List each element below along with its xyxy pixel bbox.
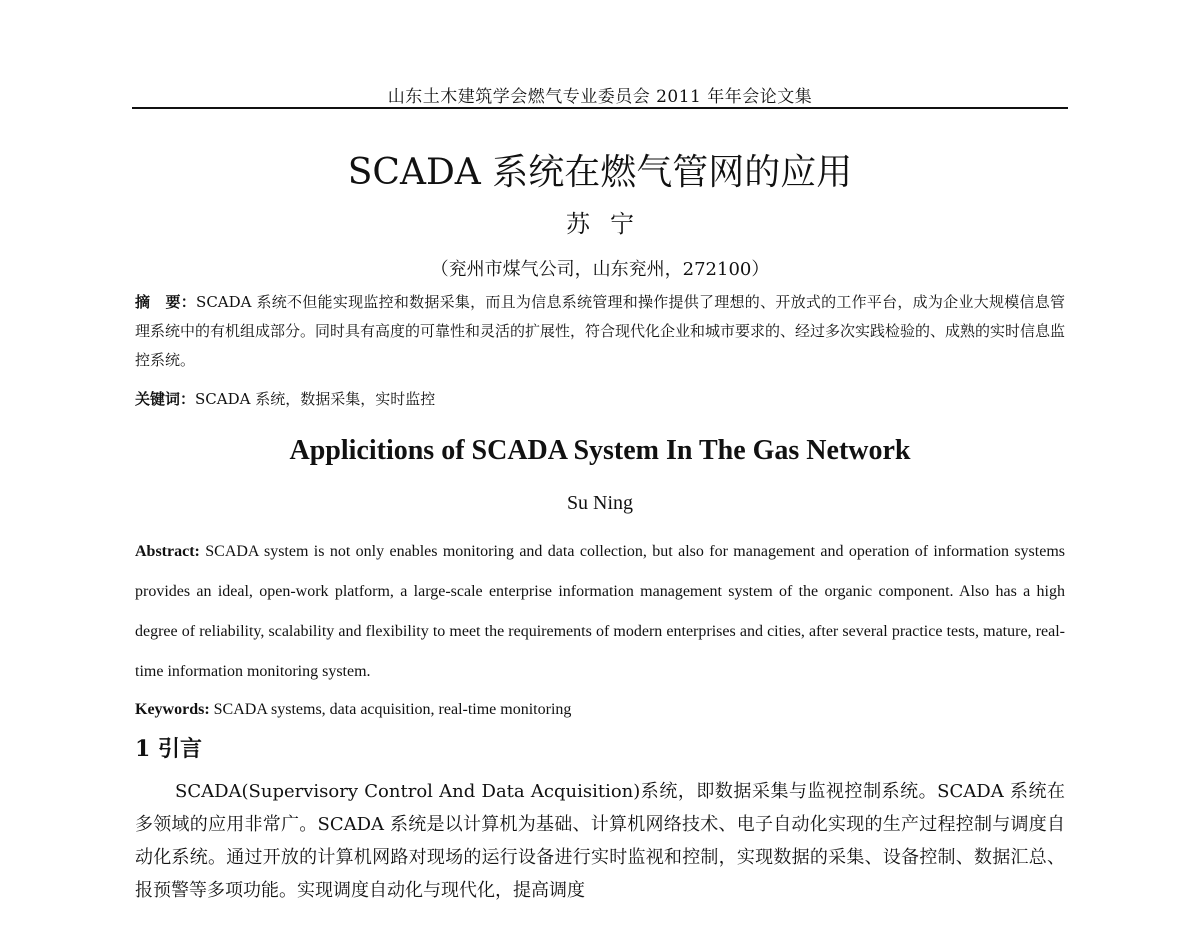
keywords-cn xyxy=(135,385,1065,414)
header-rule xyxy=(132,107,1068,109)
abstract-en-text: SCADA system is not only enables monitoring and data collection, but also for management and operation of information systems provides an ideal, open-work platform, a large-scale enterprise information management system of the organic component. Also has a high degree of reliability, scalability and flexibility to meet the requirements of modern enterprises and cities, after several practice tests, mature, real-time information monitoring system. xyxy=(135,543,1065,680)
author-name-cn: 苏宁 xyxy=(566,210,654,238)
author-name-en: Su Ning xyxy=(566,492,634,514)
keywords-en xyxy=(135,696,1065,724)
abstract-cn-text: SCADA 系统不但能实现监控和数据采集，而且为信息系统管理和操作提供了理想的、开放式的工作平台，成为企业大规模信息管理系统中的有机组成部分。同时具有高度的可靠性和灵活的扩展性，符合现代化企业和城市要求的、经过多次实践检验的、成熟的实时信息监控系统。 xyxy=(135,293,1066,369)
paper-title-en: Applicitions of SCADA System In The Gas Network xyxy=(289,435,911,466)
abstract-en xyxy=(135,532,1065,692)
section-body: SCADA(Supervisory Control And Data Acquisition)系统，即数据采集与监视控制系统。SCADA 系统在多领域的应用非常广。SCADA 系统是以计算机为基础、计算机网络技术、电子自动化实现的生产过程控制与调度自动化系统。通过开放的计算机网路对现场的运行设备进行实时监视和控制，实现数据的采集、设备控制、数据汇总、报预警等多项功能。实现调度自动化与现代化，提高调度 xyxy=(135,781,1065,901)
keywords-cn-label: 关键词： xyxy=(135,390,196,408)
section-heading: 1 引言 xyxy=(135,736,202,762)
keywords-cn-text: SCADA 系统，数据采集，实时监控 xyxy=(195,390,436,408)
paper-title-cn: SCADA 系统在燃气管网的应用 xyxy=(347,152,853,193)
keywords-en-label: Keywords: xyxy=(135,701,210,718)
abstract-cn-label: 摘 要： xyxy=(135,293,197,311)
abstract-cn xyxy=(135,288,1065,375)
abstract-en-label: Abstract: xyxy=(135,543,200,560)
affiliation-cn: （兖州市煤气公司，山东兖州，272100） xyxy=(430,259,770,280)
keywords-en-text: SCADA systems, data acquisition, real-time monitoring xyxy=(209,701,572,718)
running-header: 山东土木建筑学会燃气专业委员会 2011 年年会论文集 xyxy=(387,87,813,107)
